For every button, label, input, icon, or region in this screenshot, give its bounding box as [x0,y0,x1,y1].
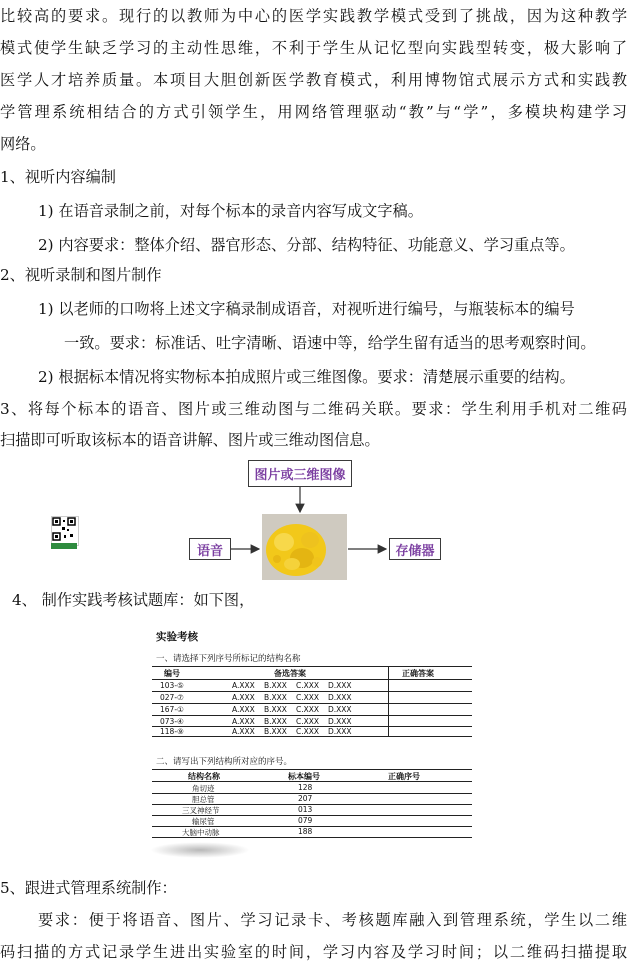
part1-row-4-b: B.XXX [264,717,287,726]
audio-box: 语音 [189,538,231,560]
part1-row-4-c: C.XXX [296,717,320,726]
section-2-item-1a: 1) 以老师的口吻将上述文字稿录制成语音，对视听进行编号，与瓶装标本的编号 [38,300,575,318]
part1-row-5-a: A.XXX [232,727,255,736]
paragraph-line-1: 比较高的要求。现行的以教师为中心的医学实践教学模式受到了挑战，因为这种教学 [0,7,627,25]
part1-row-1-b: B.XXX [264,681,287,690]
part2-row-4-num: 079 [298,816,313,825]
paragraph-line-5: 网络。 [0,135,46,153]
exam-title: 实验考核 [156,631,198,643]
part1-row-4-d: D.XXX [328,717,352,726]
part1-row-1-c: C.XXX [296,681,320,690]
part1-row-1-d: D.XXX [328,681,352,690]
specimen-photo [262,514,347,580]
qr-code-icon [51,516,79,546]
part1-row-2-b: B.XXX [264,693,287,702]
paragraph-line-2: 模式使学生缺乏学习的主动性思维，不利于学生从记忆型向实践型转变，极大影响了 [0,39,627,57]
part1-header-answer: 正确答案 [402,669,434,678]
flow-diagram [0,456,631,566]
part2-row-2-num: 207 [298,794,313,803]
section-2-item-1b: 一致。要求：标准话、吐字清晰、语速中等，给学生留有适当的思考观察时间。 [64,334,596,352]
part1-row-3-id: 167-① [160,705,184,714]
part1-row-1-id: 103-⑤ [160,681,184,690]
part1-row-1-a: A.XXX [232,681,255,690]
part1-row-4-a: A.XXX [232,717,255,726]
part1-row-2-a: A.XXX [232,693,255,702]
section-3-line-2: 扫描即可听取该标本的语音讲解、图片或三维动图信息。 [0,431,380,449]
section-4-title: 4、 制作实践考核试题库：如下图， [12,591,255,609]
qr-label-bar [51,543,77,549]
part2-row-5-num: 188 [298,827,313,836]
exam-part2-title: 二、请写出下列结构所对应的序号。 [156,757,293,767]
part2-header-number: 标本编号 [288,772,320,781]
part2-row-3-name: 三叉神经节 [182,806,220,815]
part2-header-name: 结构名称 [188,772,220,781]
section-2-item-2: 2) 根据标本情况将实物标本拍成照片或三维图像。要求：清楚展示重要的结构。 [38,368,575,386]
part2-row-1-name: 角切迹 [192,784,215,793]
part1-row-2-c: C.XXX [296,693,320,702]
part2-header-answer: 正确序号 [388,772,420,781]
part2-row-4-name: 输尿管 [192,817,215,826]
paragraph-line-3: 医学人才培养质量。本项目大胆创新医学教育模式，利用博物馆式展示方式和实践教 [0,71,627,89]
part2-row-2-name: 胆总管 [192,795,215,804]
part1-row-3-d: D.XXX [328,705,352,714]
exam-table [152,626,472,856]
storage-box: 存储器 [389,538,441,560]
part1-row-5-d: D.XXX [328,727,352,736]
part1-row-2-id: 027-⑦ [160,693,184,702]
part1-row-4-id: 073-④ [160,717,184,726]
part1-row-5-id: 118-⑨ [160,727,184,736]
part1-row-2-d: D.XXX [328,693,352,702]
section-1-item-2: 2) 内容要求：整体介绍、器官形态、分部、结构特征、功能意义、学习重点等。 [38,236,575,254]
part2-row-5-name: 大脑中动脉 [182,828,220,837]
part1-row-3-a: A.XXX [232,705,255,714]
section-1-title: 1、视听内容编制 [0,168,116,186]
section-5-line-2: 码扫描的方式记录学生进出实验室的时间，学习内容及学习时间；以二维码扫描提取 [0,943,627,961]
part2-row-1-num: 128 [298,783,313,792]
section-5-line-1: 要求：便于将语音、图片、学习记录卡、考核题库融入到管理系统，学生以二维 [38,911,627,929]
image-3d-box: 图片或三维图像 [248,460,352,487]
part1-row-3-b: B.XXX [264,705,287,714]
section-3-line-1: 3、将每个标本的语音、图片或三维动图与二维码关联。要求：学生利用手机对二维码 [0,400,627,418]
part1-row-3-c: C.XXX [296,705,320,714]
part1-header-id: 编号 [164,669,180,678]
part2-row-3-num: 013 [298,805,313,814]
part1-row-5-c: C.XXX [296,727,320,736]
table-shadow [150,842,250,858]
section-1-item-1: 1) 在语音录制之前，对每个标本的录音内容写成文字稿。 [38,202,423,220]
part1-row-5-b: B.XXX [264,727,287,736]
paragraph-line-4: 学管理系统相结合的方式引领学生，用网络管理驱动“教”与“学”，多模块构建学习 [0,103,627,121]
section-5-title: 5、跟进式管理系统制作： [0,879,177,897]
part1-header-options: 备选答案 [274,669,306,678]
exam-part1-title: 一、请选择下列序号所标记的结构名称 [156,654,301,664]
section-2-title: 2、视听录制和图片制作 [0,266,162,284]
